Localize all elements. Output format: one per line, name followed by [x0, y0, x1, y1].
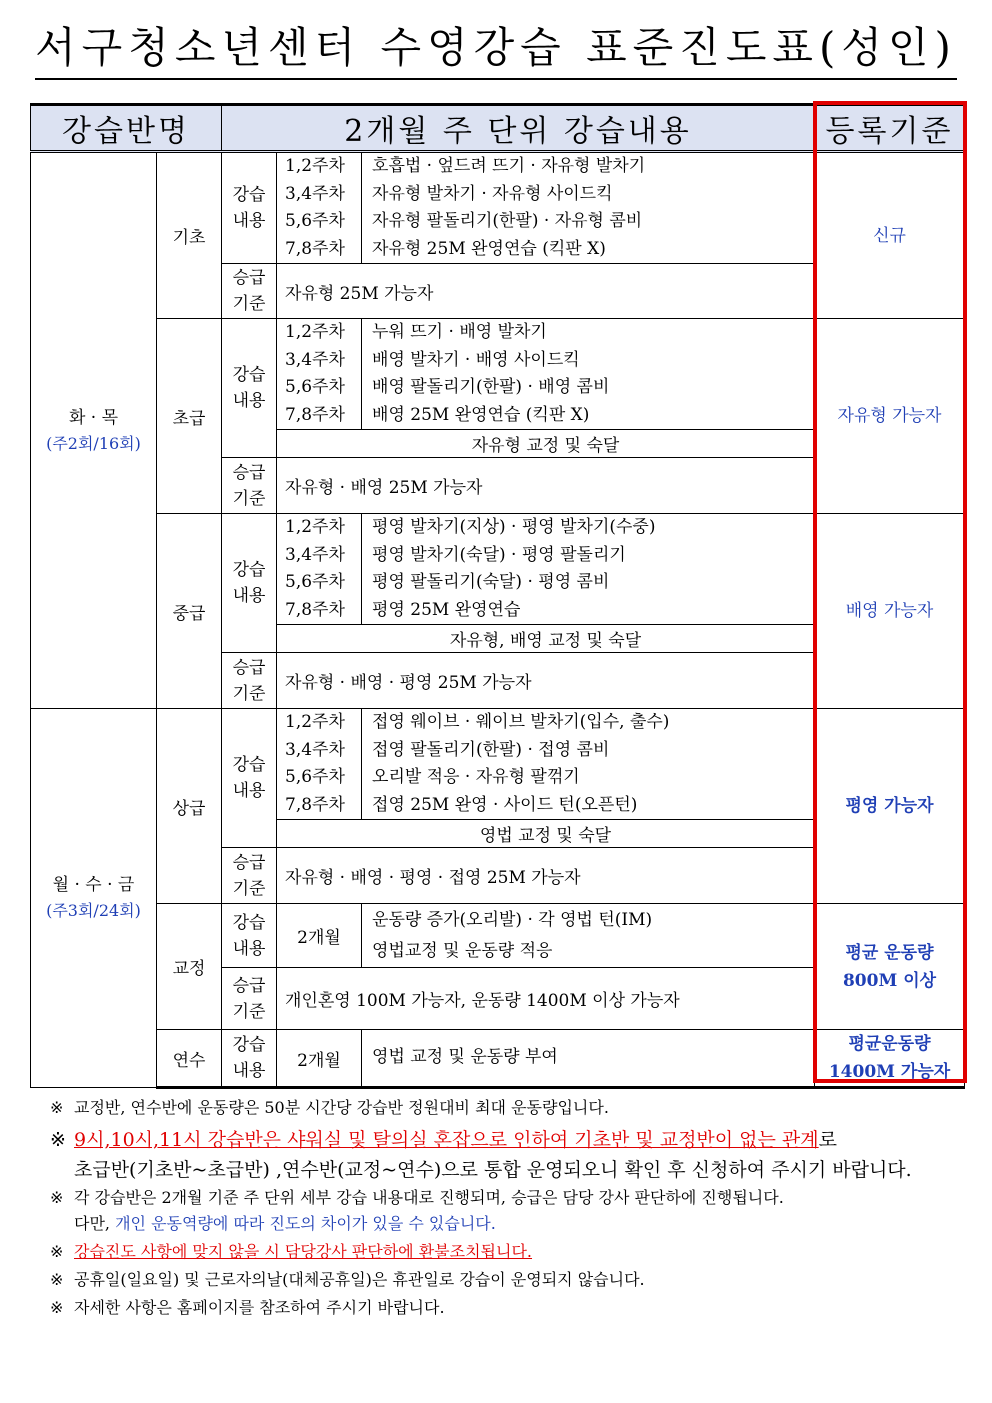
lesson-extra: 자유형 교정 및 숙달: [277, 430, 815, 458]
note-item: ※ 각 강습반은 2개월 기준 주 단위 세부 강습 내용대로 진행되며, 승급은 담당 강사 판단하에 진행됩니다. 다만, 개인 운동역량에 따라 진도의 차이가 있을 수 있습니다.: [50, 1187, 970, 1235]
week-list: 1,2주차 3,4주차 5,6주차 7,8주차: [277, 152, 362, 264]
group-day: 화 · 목: [68, 407, 119, 428]
level-beginner: 초급: [157, 319, 222, 514]
group-sessions: (주2회/16회): [46, 433, 141, 453]
table-header-row: [31, 105, 965, 152]
lesson-label: 강습 내용: [222, 904, 277, 968]
promote-criteria: 자유형 · 배영 · 평영 · 접영 25M 가능자: [277, 848, 815, 904]
note-continuation: 초급반(기초반~초급반) ,연수반(교정~연수)으로 통합 운영되오니 확인 후 신청하여 주시기 바랍니다.: [74, 1159, 912, 1181]
lesson-extra: 자유형, 배영 교정 및 숙달: [277, 625, 815, 653]
week-list: 1,2주차 3,4주차 5,6주차 7,8주차: [277, 709, 362, 820]
lesson-content: 평영 발차기(지상) · 평영 발차기(수중) 평영 발차기(숙달) · 평영 팔돌리기 평영 팔돌리기(숙달) · 평영 콤비 평영 25M 완영연습: [362, 514, 815, 625]
header-content: 2개월 주 단위 강습내용: [222, 105, 815, 152]
promote-label: 승급 기준: [222, 653, 277, 709]
week-list: 1,2주차 3,4주차 5,6주차 7,8주차: [277, 319, 362, 430]
lesson-content: 운동량 증가(오리발) · 각 영법 턴(IM) 영법교정 및 운동량 적응: [362, 904, 815, 968]
promote-label: 승급 기준: [222, 458, 277, 514]
registration-advanced: 평영 가능자: [815, 709, 965, 904]
table-row: [31, 904, 965, 968]
lesson-label: 강습 내용: [222, 514, 277, 653]
header-registration: 등록기준: [815, 105, 965, 152]
promote-criteria: 자유형 25M 가능자: [277, 264, 815, 319]
lesson-content: 누워 뜨기 · 배영 발차기 배영 발차기 · 배영 사이드킥 배영 팔돌리기(한팔) · 배영 콤비 배영 25M 완영연습 (킥판 X): [362, 319, 815, 430]
week-list: 1,2주차 3,4주차 5,6주차 7,8주차: [277, 514, 362, 625]
note-item: ※ 자세한 사항은 홈페이지를 참조하여 주시기 바랍니다.: [50, 1298, 445, 1317]
schedule-table: [30, 103, 965, 1089]
header-class: 강습반명: [31, 105, 222, 152]
group-tue-thu: [31, 152, 157, 709]
lesson-content: 호흡법 · 엎드려 뜨기 · 자유형 발차기 자유형 발차기 · 자유형 사이드킥 자유형 팔돌리기(한팔) · 자유형 콤비 자유형 25M 완영연습 (킥판 X): [362, 152, 815, 264]
registration-correction: 평균 운동량 800M 이상: [815, 904, 965, 1030]
notes-section: [50, 1097, 970, 1325]
lesson-content: 접영 웨이브 · 웨이브 발차기(입수, 출수) 접영 팔돌리기(한팔) · 접영 콤비 오리발 적응 · 자유형 팔꺾기 접영 25M 완영 · 사이드 턴(오픈턴): [362, 709, 815, 820]
level-training: 연수: [157, 1030, 222, 1088]
group-sessions: (주3회/24회): [46, 901, 141, 920]
note-continuation: 다만, 개인 운동역량에 따라 진도의 차이가 있을 수 있습니다.: [74, 1214, 496, 1233]
lesson-extra: 영법 교정 및 숙달: [277, 820, 815, 848]
promote-criteria: 개인혼영 100M 가능자, 운동량 1400M 이상 가능자: [277, 968, 815, 1030]
group-day: 월 · 수 · 금: [52, 875, 135, 895]
level-correction: 교정: [157, 904, 222, 1030]
lesson-label: 강습 내용: [222, 1030, 277, 1088]
registration-basic: 신규: [815, 152, 965, 319]
registration-intermediate: 배영 가능자: [815, 514, 965, 709]
lesson-period: 2개월: [277, 904, 362, 968]
note-item: ※ 교정반, 연수반에 운동량은 50분 시간당 강습반 정원대비 최대 운동량입니다.: [50, 1098, 609, 1117]
page-title: 서구청소년센터 수영강습 표준진도표(성인): [0, 22, 992, 80]
lesson-label: 강습 내용: [222, 709, 277, 848]
lesson-label: 강습 내용: [222, 319, 277, 458]
level-advanced: 상급: [157, 709, 222, 904]
group-mon-wed-fri: [31, 709, 157, 1088]
note-item: ※ 9시,10시,11시 강습반은 샤워실 및 탈의실 혼잡으로 인하여 기초반 및 교정반이 없는 관계로 초급반(기초반~초급반) ,연수반(교정~연수)으로 통합 운영되오니 확인 후 신청하여 주시기 바랍니다.: [50, 1125, 970, 1185]
promote-label: 승급 기준: [222, 264, 277, 319]
table-row: [31, 709, 965, 820]
lesson-label: 강습 내용: [222, 152, 277, 264]
level-intermediate: 중급: [157, 514, 222, 709]
promote-criteria: 자유형 · 배영 25M 가능자: [277, 458, 815, 514]
note-item: ※ 강습진도 사항에 맞지 않을 시 담당강사 판단하에 환불조치됩니다.: [50, 1242, 533, 1261]
table-row: [31, 1030, 965, 1088]
promote-label: 승급 기준: [222, 848, 277, 904]
promote-label: 승급 기준: [222, 968, 277, 1030]
registration-training: 평균운동량 1400M 가능자: [815, 1030, 965, 1088]
table-row: [31, 319, 965, 430]
table-row: [31, 514, 965, 625]
lesson-content: 영법 교정 및 운동량 부여: [362, 1030, 815, 1088]
level-basic: 기초: [157, 152, 222, 319]
note-item: ※ 공휴일(일요일) 및 근로자의날(대체공휴일)은 휴관일로 강습이 운영되지 않습니다.: [50, 1270, 645, 1289]
lesson-period: 2개월: [277, 1030, 362, 1088]
table-row: [31, 152, 965, 264]
promote-criteria: 자유형 · 배영 · 평영 25M 가능자: [277, 653, 815, 709]
registration-beginner: 자유형 가능자: [815, 319, 965, 514]
